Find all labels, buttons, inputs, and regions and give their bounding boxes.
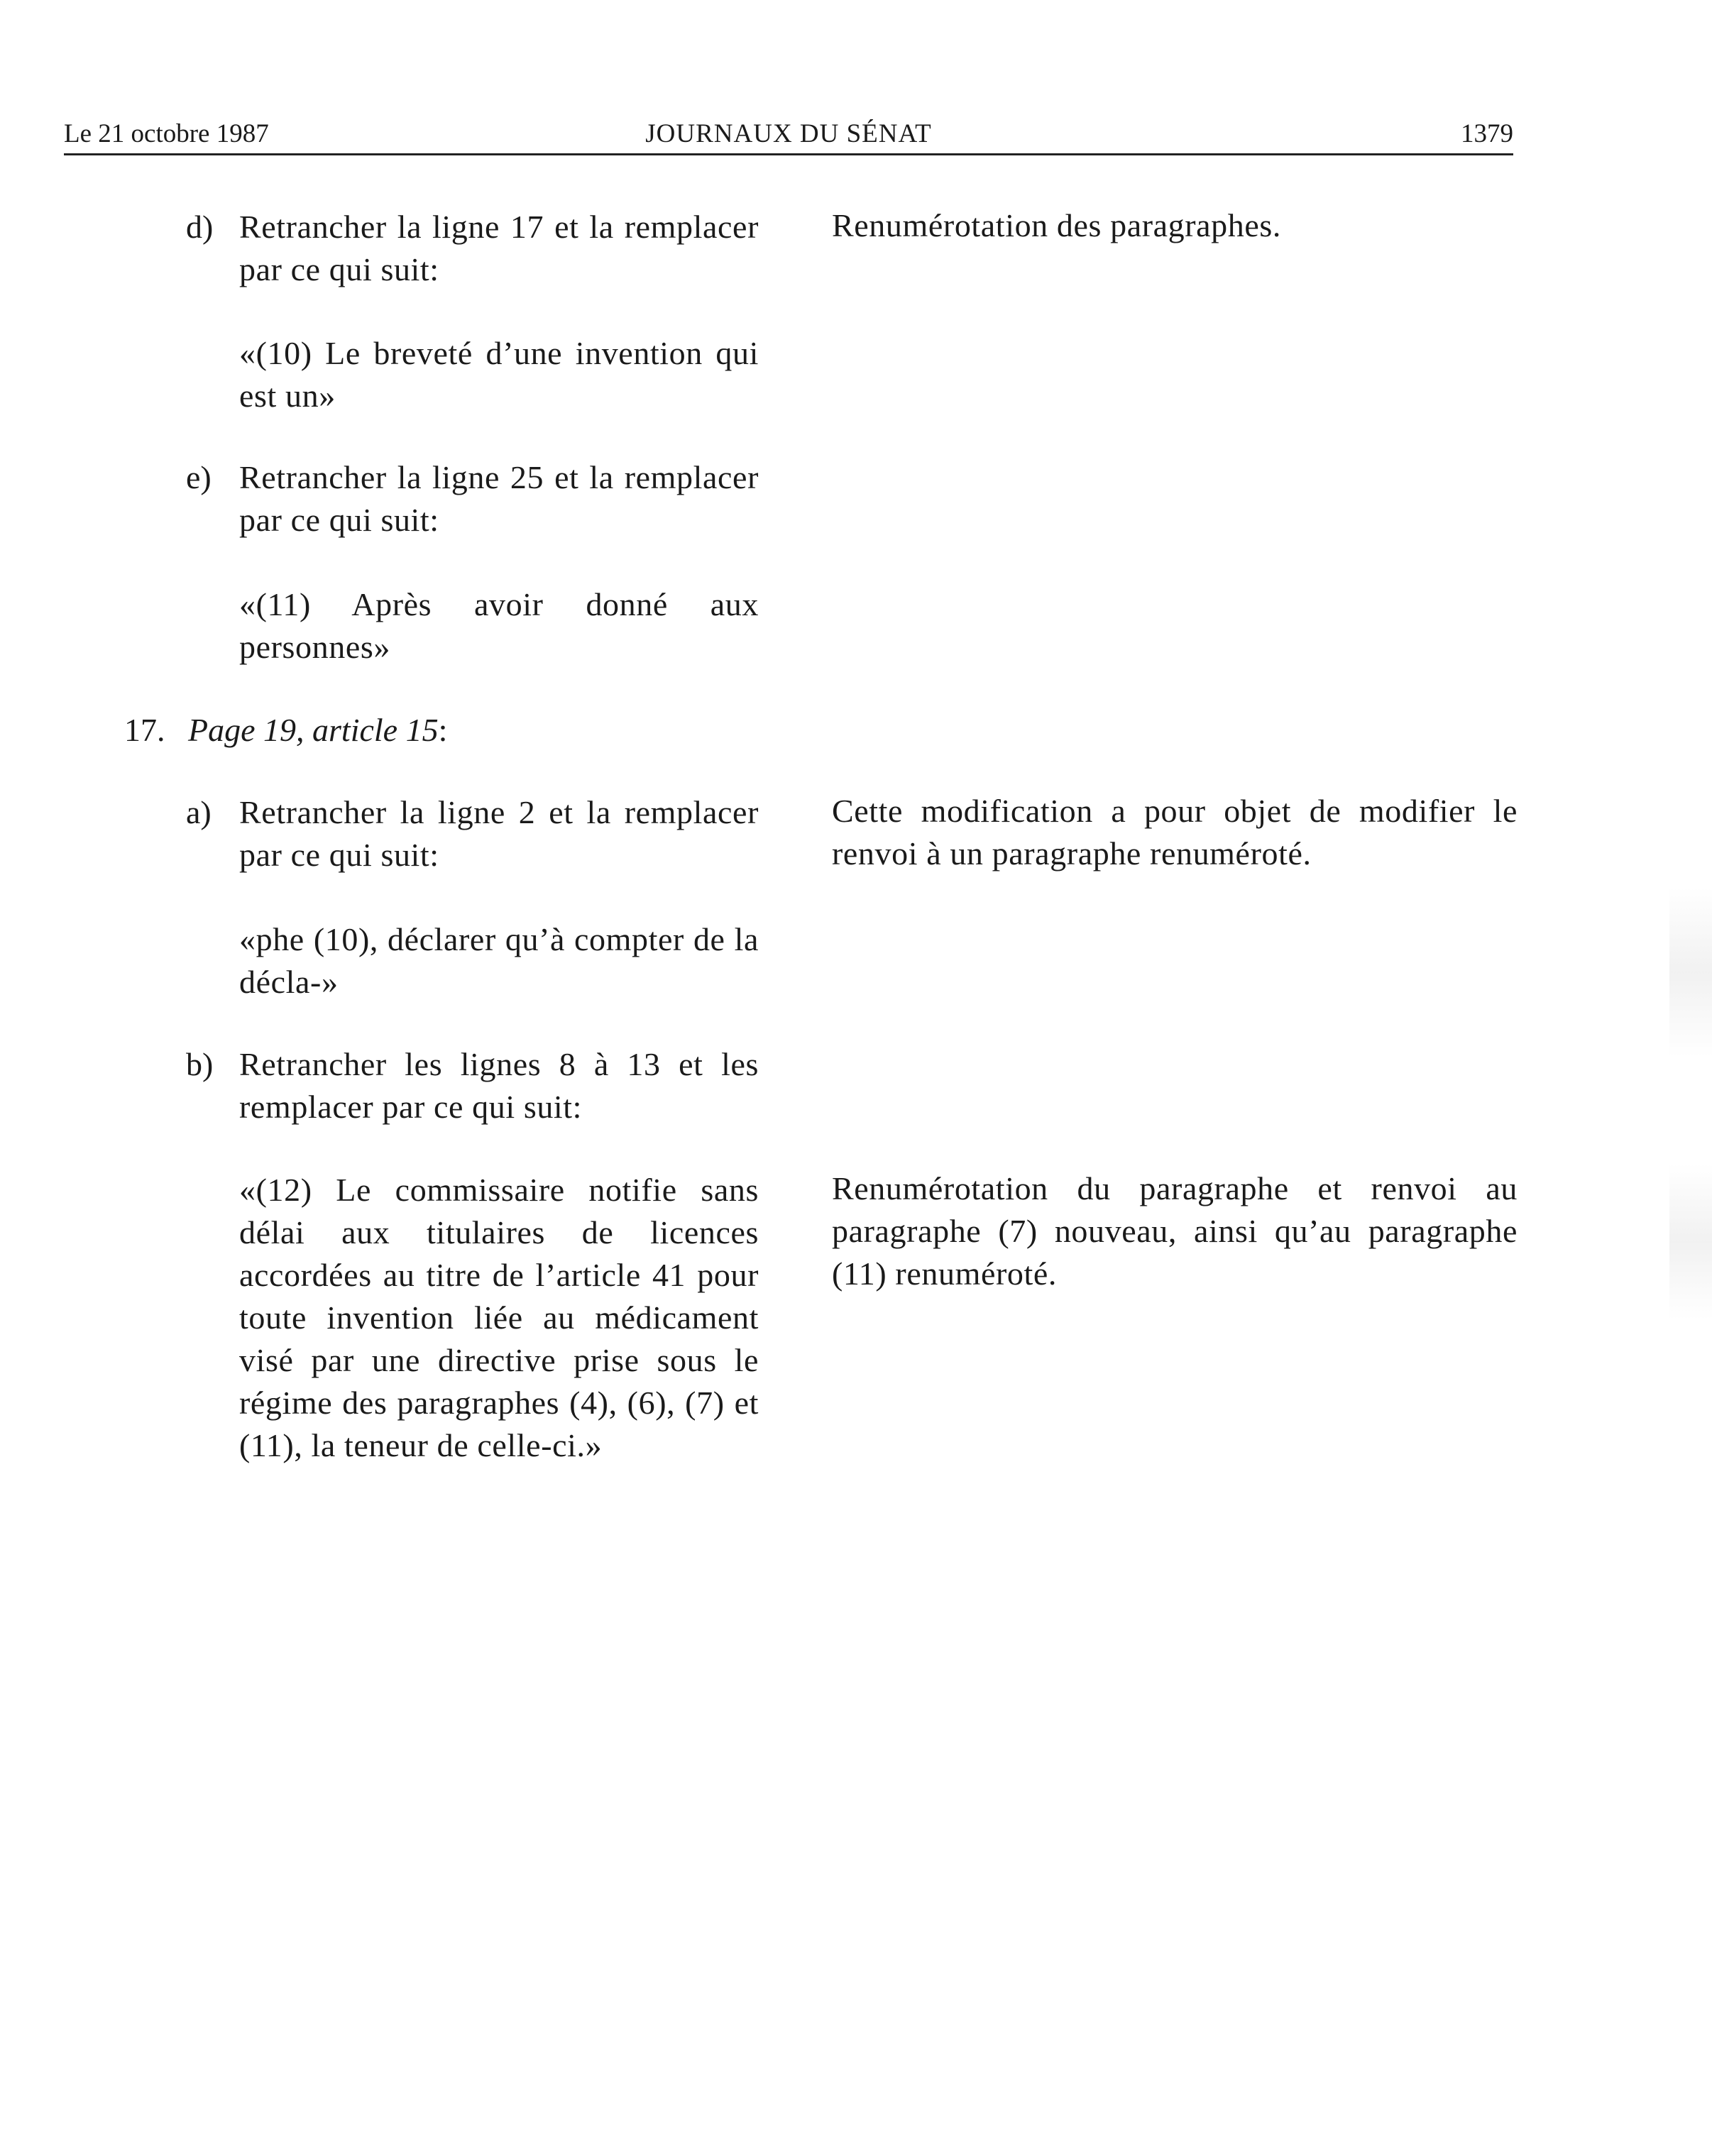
item-heading-colon: : (438, 712, 448, 748)
amendment-instruction-e: Retrancher la ligne 25 et la remplacer par ce qui suit: (239, 459, 759, 538)
amendment-instruction-d: Retrancher la ligne 17 et la remplacer par ce qui suit: (239, 209, 759, 287)
amendment-quote-a: «phe (10), déclarer qu’à compter de la décla-» (239, 921, 759, 1000)
amendment-label-b: b) (186, 1046, 214, 1082)
item-heading-17 (188, 709, 447, 752)
amendment-label-e: e) (186, 459, 212, 495)
page-header (64, 106, 1513, 155)
amendment-quote-b: «(12) Le commissaire notifie sans délai aux titulaires de licences accordées au titre de l’article 41 pour toute invention liée au médicament visé par une directive prise sous le régime des paragraphes (4), (6), (7) et (11), la teneur de celle-ci.» (239, 1172, 759, 1463)
amendment-note-d: Renumérotation des paragraphes. (832, 207, 1281, 243)
amendment-instruction-b: Retrancher les lignes 8 à 13 et les remplacer par ce qui suit: (239, 1046, 759, 1125)
amendment-note-a: Cette modification a pour objet de modifier le renvoi à un paragraphe renuméroté. (832, 793, 1518, 871)
header-date: Le 21 octobre 1987 (64, 119, 269, 148)
amendment-instruction-a: Retrancher la ligne 2 et la remplacer par ce qui suit: (239, 794, 759, 873)
amendment-quote-e: «(11) Après avoir donné aux personnes» (239, 586, 759, 665)
scan-margin-mark (1669, 1164, 1712, 1320)
page-number: 1379 (1461, 119, 1513, 148)
item-heading-text: Page 19, article 15 (188, 712, 439, 748)
scan-margin-mark (1669, 887, 1712, 1057)
amendment-label-d: d) (186, 209, 214, 245)
item-number-17: 17. (124, 712, 165, 748)
amendment-note-b: Renumérotation du paragraphe et renvoi au paragraphe (7) nouveau, ainsi qu’au paragraphe (11) renuméroté. (832, 1170, 1518, 1292)
amendment-quote-d: «(10) Le breveté d’une invention qui est un» (239, 335, 759, 414)
header-title: JOURNAUX DU SÉNAT (645, 119, 932, 148)
amendment-label-a: a) (186, 794, 212, 830)
